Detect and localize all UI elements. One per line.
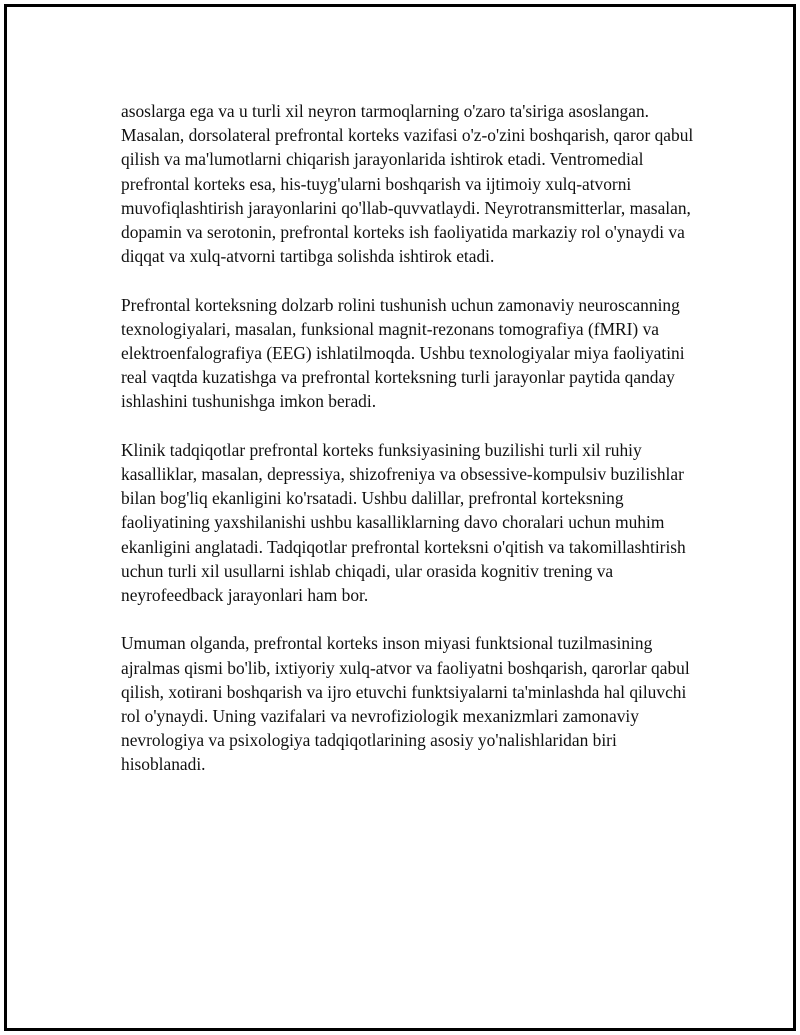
paragraph-1: asoslarga ega va u turli xil neyron tarmoqlarning o'zaro ta'siriga asoslangan. Masalan, dorsolateral prefrontal korteks vazifasi o'z-o'zini boshqarish, qaror qabul qilish va ma'lumotlarni chiqarish jarayonlarida ishtirok etadi. Ventromedial prefrontal korteks esa, his-tuyg'ularni boshqarish va ijtimoiy xulq-atvorni muvofiqlashtirish jarayonlarini qo'llab-quvvatlaydi. Neyrotransmitterlar, masalan, dopamin va serotonin, prefrontal korteks ish faoliyatida markaziy rol o'ynaydi va diqqat va xulq-atvorni tartibga solishda ishtirok etadi.	[121, 101, 694, 267]
paragraph-2: Prefrontal korteksning dolzarb rolini tushunish uchun zamonaviy neuroscanning texnologiyalari, masalan, funksional magnit-rezonans tomografiya (fMRI) va elektroenfalografiya (EEG) ishlatilmoqda. Ushbu texnologiyalar miya faoliyatini real vaqtda kuzatishga va prefrontal korteksning turli jarayonlar paytida qanday ishlashini tushunishga imkon beradi.	[121, 294, 685, 412]
document-body	[121, 99, 701, 801]
paragraph-3: Klinik tadqiqotlar prefrontal korteks funksiyasining buzilishi turli xil ruhiy kasalliklar, masalan, depressiya, shizofreniya va obsessive-kompulsiv buzilishlar bilan bog'liq ekanligini ko'rsatadi. Ushbu dalillar, prefrontal korteksning faoliyatining yaxshilanishi ushbu kasalliklarning davo choralari uchun muhim ekanligini anglatadi. Tadqiqotlar prefrontal korteksni o'qitish va takomillashtirish uchun turli xil usullarni ishlab chiqadi, ular orasida kognitiv trening va neyrofeedback jarayonlari ham bor.	[121, 439, 686, 606]
page-frame	[4, 4, 796, 1031]
paragraph-4: Umuman olganda, prefrontal korteks inson miyasi funktsional tuzilmasining ajralmas qismi bo'lib, ixtiyoriy xulq-atvor va faoliyatni boshqarish, qarorlar qabul qilish, xotirani boshqarish va ijro etuvchi funktsiyalarni ta'minlashda hal qiluvchi rol o'ynaydi. Uning vazifalari va nevrofiziologik mexanizmlari zamonaviy nevrologiya va psixologiya tadqiqotlarining asosiy yo'nalishlaridan biri hisoblanadi.	[121, 633, 690, 775]
